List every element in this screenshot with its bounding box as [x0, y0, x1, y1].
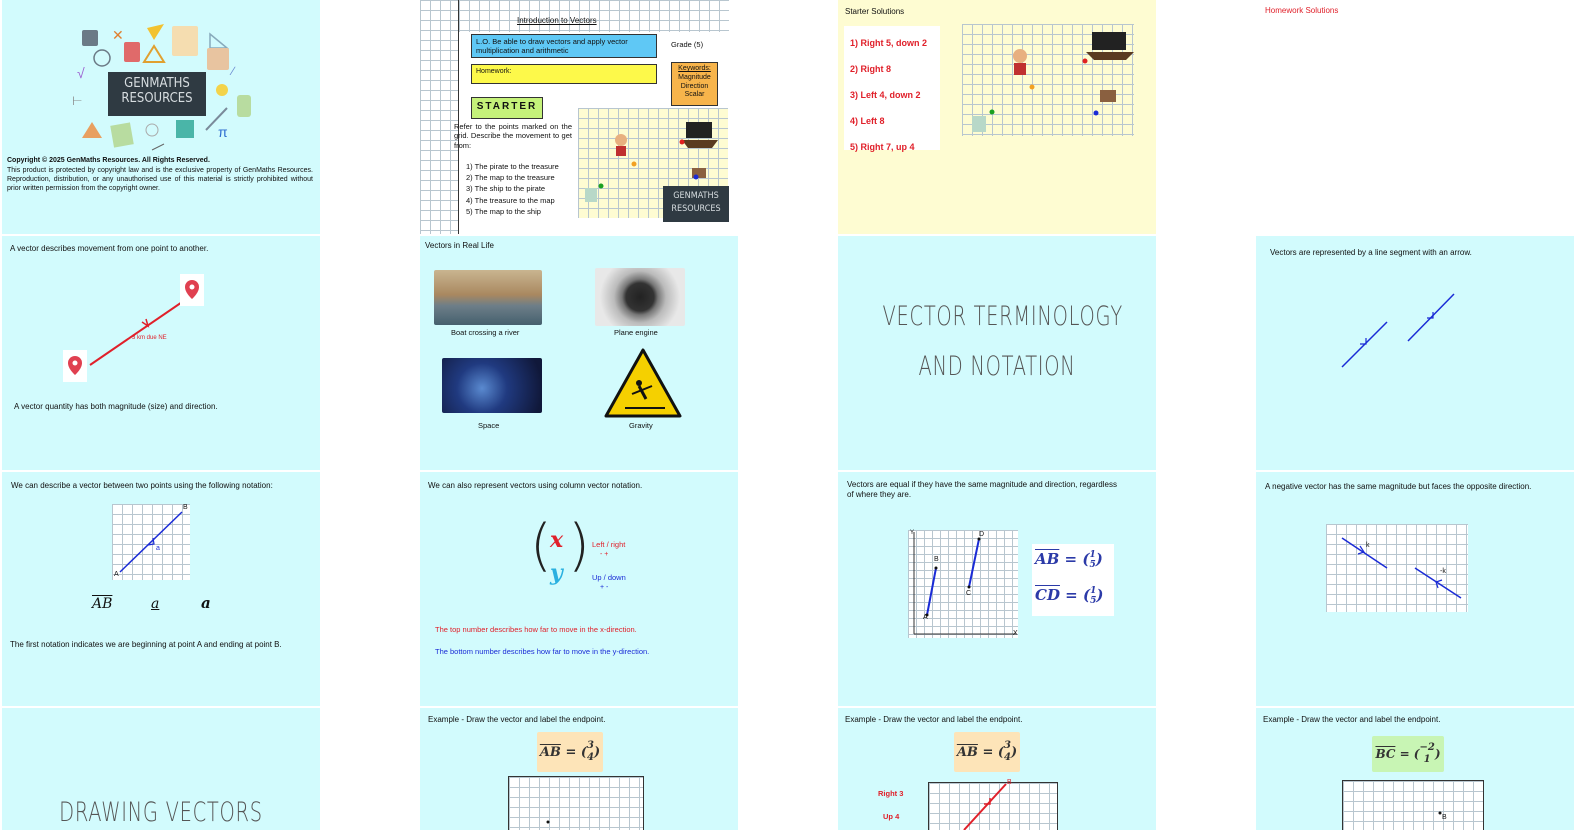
gravity-warning-sign	[420, 236, 738, 470]
up-4-label: Up 4	[883, 812, 900, 821]
svg-text:π: π	[218, 124, 228, 140]
vec-bottom: 1	[1423, 754, 1431, 765]
eq-bottom: 5	[1090, 596, 1097, 606]
terminology-title-line1: VECTOR TERMINOLOGY	[882, 301, 1123, 332]
terminology-title-line2: AND NOTATION	[918, 351, 1076, 382]
slide-drawing-vectors[interactable]	[2, 708, 320, 830]
svg-text:✕: ✕	[112, 27, 124, 43]
point-b-label: B	[183, 504, 188, 511]
question: 5) The map to the ship	[466, 206, 541, 216]
copyright-body: This product is protected by copyright law and is the exclusive property of GenMaths Resources. Reproduction, distribution, or any unauthorised use of this material is strictly prohibited without prior written permission from the copyright owner.	[7, 167, 313, 192]
eq-top: 1	[1090, 586, 1097, 596]
caption: Plane engine	[614, 328, 658, 337]
notation-text: We can describe a vector between two points using the following notation:	[11, 481, 273, 490]
slide-example-1[interactable]	[420, 708, 738, 830]
keyword: Magnitude	[678, 73, 711, 81]
starter-label: STARTER	[471, 97, 543, 119]
eq-bottom: 5	[1089, 560, 1096, 570]
slide-vector-definition[interactable]	[2, 236, 320, 470]
genmaths-logo	[108, 72, 206, 116]
equal-vectors-text: Vectors are equal if they have the same magnitude and direction, regardless of where they are.	[847, 480, 1117, 499]
start-point	[420, 708, 738, 830]
svg-text:⊢: ⊢	[72, 94, 83, 108]
real-life-title: Vectors in Real Life	[425, 241, 494, 250]
answer: 5) Right 7, up 4	[850, 142, 915, 152]
point-label: C	[966, 590, 972, 597]
example-text: Example - Draw the vector and label the endpoint.	[1263, 715, 1441, 724]
slide-example-1-solution[interactable]	[838, 708, 1156, 830]
slide-notation[interactable]	[2, 472, 320, 706]
notation-bold-a: a	[201, 594, 211, 612]
point-label: A	[923, 614, 928, 621]
solution-vector	[838, 708, 1156, 830]
vec-top: −2	[1419, 742, 1435, 753]
starter-instructions: Refer to the points marked on the grid. Describe the movement to get from:	[454, 122, 572, 150]
notation-arrow-ab: $\overline{AB}$	[92, 596, 113, 612]
question: 3) The ship to the pirate	[466, 184, 546, 194]
example-text: Example - Draw the vector and label the endpoint.	[845, 715, 1023, 724]
notation-vector	[2, 472, 320, 706]
notation-footer: The first notation indicates we are beginning at point A and ending at point B.	[10, 640, 282, 649]
arrow-label: 3 km due NE	[132, 335, 167, 341]
answer: 3) Left 4, down 2	[850, 90, 921, 100]
equation-cd: $\overline{CD}$ = ( 1 5 )	[1035, 586, 1104, 606]
question: 4) The treasure to the map	[466, 195, 555, 205]
slide-lesson-intro[interactable]	[420, 0, 738, 234]
x-component: x	[550, 527, 564, 553]
vec-bottom: 4	[1004, 752, 1011, 763]
up-down-signs: + -	[600, 584, 609, 591]
slide-title[interactable]	[2, 0, 320, 234]
y-component: y	[550, 560, 563, 586]
neg-k-label: -k	[1440, 568, 1446, 575]
end-point-label: B	[1442, 814, 1447, 821]
left-paren: (	[530, 513, 552, 578]
homework-solutions-title: Homework Solutions	[1265, 6, 1339, 15]
drawing-vectors-title: DRAWING VECTORS	[59, 797, 263, 828]
slide-negative-vector[interactable]	[1256, 472, 1574, 706]
keyword: Direction	[680, 82, 709, 90]
copyright-title: Copyright © 2025 GenMaths Resources. All Rights Reserved.	[7, 157, 210, 164]
logo-line1: GENMATHS	[673, 191, 719, 201]
caption: Boat crossing a river	[451, 328, 520, 337]
axis-label: Y	[910, 530, 915, 536]
eq-top: 1	[1089, 550, 1096, 560]
up-down-label: Up / down	[592, 573, 626, 582]
svg-text:∕: ∕	[232, 64, 235, 78]
left-right-signs: - +	[600, 551, 609, 558]
start-point	[1256, 708, 1574, 830]
vector-arrow-diagram	[2, 236, 320, 470]
line-segment-text: Vectors are represented by a line segment with an arrow.	[1270, 248, 1472, 257]
definition-text: A vector describes movement from one point to another.	[10, 244, 209, 253]
point-a-label: A	[114, 571, 119, 578]
slide-example-2[interactable]	[1256, 708, 1574, 830]
learning-objective: L.O. Be able to draw vectors and apply vector multiplication and arithmetic	[471, 34, 657, 58]
question: 2) The map to the treasure	[466, 173, 555, 183]
vector-a-label: a	[156, 545, 160, 552]
equation-ab: $\overline{AB}$ = ( 1 5 )	[1035, 550, 1103, 570]
svg-text:√: √	[77, 65, 85, 81]
left-right-label: Left / right	[592, 540, 626, 549]
vector-lhs: $\overline{AB}$	[539, 744, 561, 760]
vec-top: 3	[1004, 740, 1011, 751]
keyword: Scalar	[684, 91, 705, 99]
answer: 2) Right 8	[850, 64, 892, 74]
question: 1) The pirate to the treasure	[466, 162, 559, 171]
point-label: D	[979, 531, 985, 538]
k-label: k	[1366, 542, 1370, 549]
end-point-label: B	[1007, 779, 1012, 786]
logo-line2: RESOURCES	[121, 91, 193, 106]
vector-lhs: $\overline{BC}$	[1375, 747, 1396, 761]
equation-lhs: $\overline{AB}$	[1035, 550, 1060, 568]
grade: Grade (5)	[671, 40, 704, 49]
example-vector-box: $\overline{AB}$ = ( 3 4 )	[954, 732, 1020, 772]
parallel-arrows	[1256, 236, 1574, 470]
slide-vectors-real-life[interactable]	[420, 236, 738, 470]
caption: Gravity	[629, 421, 653, 430]
column-vector-text: We can also represent vectors using column vector notation.	[428, 481, 643, 490]
magnitude-text: A vector quantity has both magnitude (size) and direction.	[14, 402, 218, 411]
example-text: Example - Draw the vector and label the endpoint.	[428, 715, 606, 724]
slide-equal-vectors[interactable]	[838, 472, 1156, 706]
answer: 1) Right 5, down 2	[850, 38, 928, 48]
caption: Space	[478, 421, 500, 430]
axis-label: X	[1013, 630, 1018, 637]
point-label: B	[934, 556, 939, 563]
solutions-title: Starter Solutions	[845, 7, 905, 16]
vector-lhs: $\overline{AB}$	[956, 744, 978, 760]
negative-vector-lines	[1256, 472, 1574, 706]
slide-column-vector[interactable]	[420, 472, 738, 706]
right-paren: )	[568, 513, 590, 578]
homework-box: Homework:	[471, 64, 657, 84]
slide-line-segment[interactable]	[1256, 236, 1574, 470]
equation-lhs: $\overline{CD}$	[1035, 586, 1060, 604]
logo-line2: RESOURCES	[671, 204, 721, 214]
slide-terminology-title[interactable]	[838, 236, 1156, 470]
slide-starter-solutions[interactable]	[838, 0, 1156, 234]
lesson-title: Introduction to Vectors	[517, 16, 597, 25]
solutions-grid-items	[838, 0, 1156, 234]
bottom-number-text: The bottom number describes how far to move in the y-direction.	[435, 647, 650, 656]
logo-line1: GENMATHS	[124, 76, 190, 91]
notation-underline-a: a	[151, 596, 160, 612]
answer: 4) Left 8	[850, 116, 885, 126]
genmaths-logo-small	[663, 186, 729, 222]
negative-vector-text: A negative vector has the same magnitude but faces the opposite direction.	[1265, 482, 1532, 491]
example-vector-box: $\overline{BC}$ = ( −2 1 )	[1372, 736, 1444, 772]
vec-top: 3	[587, 740, 594, 751]
slide-homework-solutions[interactable]	[1256, 0, 1574, 234]
keywords-title: Keywords:	[678, 65, 711, 72]
right-3-label: Right 3	[878, 789, 904, 798]
top-number-text: The top number describes how far to move in the x-direction.	[435, 625, 637, 634]
vec-bottom: 4	[587, 752, 594, 763]
example-vector-box: $\overline{AB}$ = ( 3 4 )	[537, 732, 603, 772]
